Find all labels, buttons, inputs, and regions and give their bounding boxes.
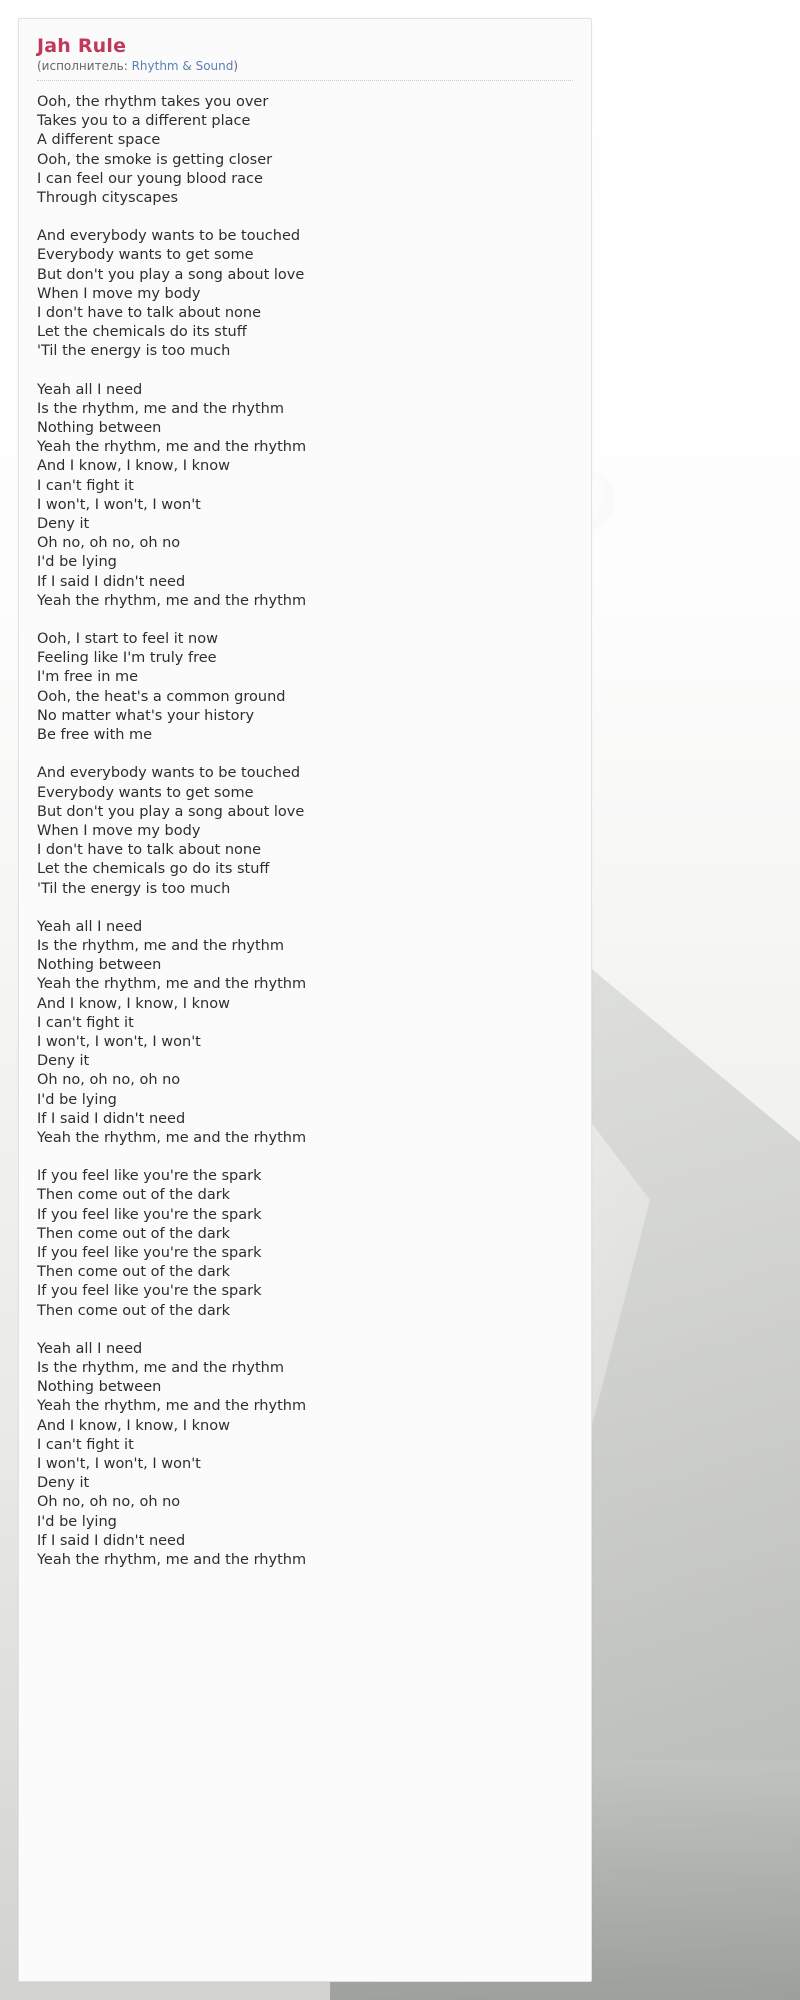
- lyrics-line: Feeling like I'm truly free: [37, 650, 217, 667]
- lyrics-verse: [37, 630, 573, 745]
- lyrics-line: If I said I didn't need: [37, 1110, 186, 1127]
- lyrics-line: Let the chemicals go do its stuff: [37, 861, 270, 878]
- lyrics-line: And everybody wants to be touched: [37, 765, 301, 782]
- lyrics-line: When I move my body: [37, 822, 201, 839]
- lyrics-line: Be free with me: [37, 727, 153, 744]
- lyrics-line: Is the rhythm, me and the rhythm: [37, 1359, 284, 1376]
- lyrics-line: And I know, I know, I know: [37, 995, 230, 1012]
- lyrics-line: If I said I didn't need: [37, 1532, 186, 1549]
- lyrics-line: Ooh, the smoke is getting closer: [37, 151, 273, 168]
- lyrics-verse: [37, 1340, 573, 1570]
- lyrics-line: Is the rhythm, me and the rhythm: [37, 400, 284, 417]
- lyrics-line: Yeah all I need: [37, 918, 143, 935]
- lyrics-line: Yeah the rhythm, me and the rhythm: [37, 1398, 307, 1415]
- lyrics-line: I'd be lying: [37, 554, 117, 571]
- lyrics-verse: [37, 918, 573, 1148]
- lyrics-line: And everybody wants to be touched: [37, 228, 301, 245]
- lyrics-line: Yeah the rhythm, me and the rhythm: [37, 976, 307, 993]
- lyrics-line: If you feel like you're the spark: [37, 1283, 262, 1300]
- lyrics-line: Nothing between: [37, 420, 162, 437]
- lyrics-line: Nothing between: [37, 957, 162, 974]
- lyrics-line: I won't, I won't, I won't: [37, 1456, 201, 1472]
- lyrics-verse: [37, 93, 573, 208]
- lyrics-line: I can feel our young blood race: [37, 170, 263, 187]
- lyrics-line: Yeah the rhythm, me and the rhythm: [37, 439, 307, 456]
- lyrics-line: But don't you play a song about love: [37, 803, 305, 820]
- lyrics-line: Everybody wants to get some: [37, 247, 254, 264]
- lyrics-line: But don't you play a song about love: [37, 266, 305, 283]
- lyrics-line: Oh no, oh no, oh no: [37, 535, 181, 552]
- lyrics-line: Deny it: [37, 516, 90, 533]
- lyrics-line: Yeah the rhythm, me and the rhythm: [37, 592, 307, 609]
- lyrics-line: If I said I didn't need: [37, 573, 186, 590]
- lyrics-line: Oh no, oh no, oh no: [37, 1494, 181, 1511]
- artist-prefix-label: (исполнитель:: [37, 59, 132, 73]
- lyrics-line: If you feel like you're the spark: [37, 1206, 262, 1223]
- lyrics-line: Is the rhythm, me and the rhythm: [37, 937, 284, 954]
- lyrics-line: Then come out of the dark: [37, 1302, 231, 1319]
- lyrics-line: Deny it: [37, 1475, 90, 1492]
- lyrics-line: Ooh, the rhythm takes you over: [37, 94, 269, 110]
- lyrics-text: [37, 93, 573, 1570]
- lyrics-line: Yeah the rhythm, me and the rhythm: [37, 1129, 307, 1146]
- lyrics-line: I'm free in me: [37, 669, 139, 686]
- lyrics-verse: [37, 227, 573, 361]
- lyrics-verse: [37, 1167, 573, 1321]
- lyrics-line: Nothing between: [37, 1379, 162, 1396]
- lyrics-line: I'd be lying: [37, 1091, 117, 1108]
- lyrics-line: Everybody wants to get some: [37, 784, 254, 801]
- lyrics-line: And I know, I know, I know: [37, 458, 230, 475]
- lyrics-line: I can't fight it: [37, 1014, 134, 1031]
- lyrics-line: Deny it: [37, 1053, 90, 1070]
- lyrics-line: 'Til the energy is too much: [37, 880, 231, 897]
- lyrics-line: A different space: [37, 132, 161, 149]
- artist-line: [37, 59, 573, 81]
- lyrics-line: I don't have to talk about none: [37, 842, 262, 859]
- lyrics-line: No matter what's your history: [37, 707, 255, 724]
- lyrics-line: Then come out of the dark: [37, 1264, 231, 1281]
- lyrics-line: Then come out of the dark: [37, 1225, 231, 1242]
- lyrics-line: I won't, I won't, I won't: [37, 1033, 201, 1050]
- artist-link[interactable]: Rhythm & Sound: [131, 59, 234, 73]
- lyrics-line: If you feel like you're the spark: [37, 1244, 262, 1261]
- lyrics-card: [18, 18, 592, 1982]
- lyrics-line: I don't have to talk about none: [37, 305, 262, 322]
- lyrics-line: If you feel like you're the spark: [37, 1168, 262, 1185]
- artist-suffix-label: ): [233, 59, 239, 73]
- lyrics-line: Let the chemicals do its stuff: [37, 324, 247, 341]
- lyrics-line: Through cityscapes: [37, 190, 179, 207]
- lyrics-line: I won't, I won't, I won't: [37, 496, 201, 513]
- lyrics-line: I can't fight it: [37, 477, 134, 494]
- lyrics-verse: [37, 764, 573, 898]
- lyrics-line: Takes you to a different place: [37, 113, 251, 130]
- lyrics-line: Ooh, I start to feel it now: [37, 631, 218, 648]
- lyrics-line: Ooh, the heat's a common ground: [37, 688, 286, 705]
- lyrics-line: And I know, I know, I know: [37, 1417, 230, 1434]
- lyrics-line: Yeah all I need: [37, 381, 143, 398]
- lyrics-line: I'd be lying: [37, 1513, 117, 1530]
- lyrics-line: Yeah the rhythm, me and the rhythm: [37, 1552, 307, 1569]
- lyrics-line: I can't fight it: [37, 1436, 134, 1453]
- page-title: Jah Rule: [37, 35, 127, 57]
- lyrics-line: When I move my body: [37, 285, 201, 302]
- lyrics-line: Oh no, oh no, oh no: [37, 1072, 181, 1089]
- lyrics-line: 'Til the energy is too much: [37, 343, 231, 360]
- lyrics-verse: [37, 381, 573, 611]
- lyrics-line: Then come out of the dark: [37, 1187, 231, 1204]
- lyrics-line: Yeah all I need: [37, 1340, 143, 1357]
